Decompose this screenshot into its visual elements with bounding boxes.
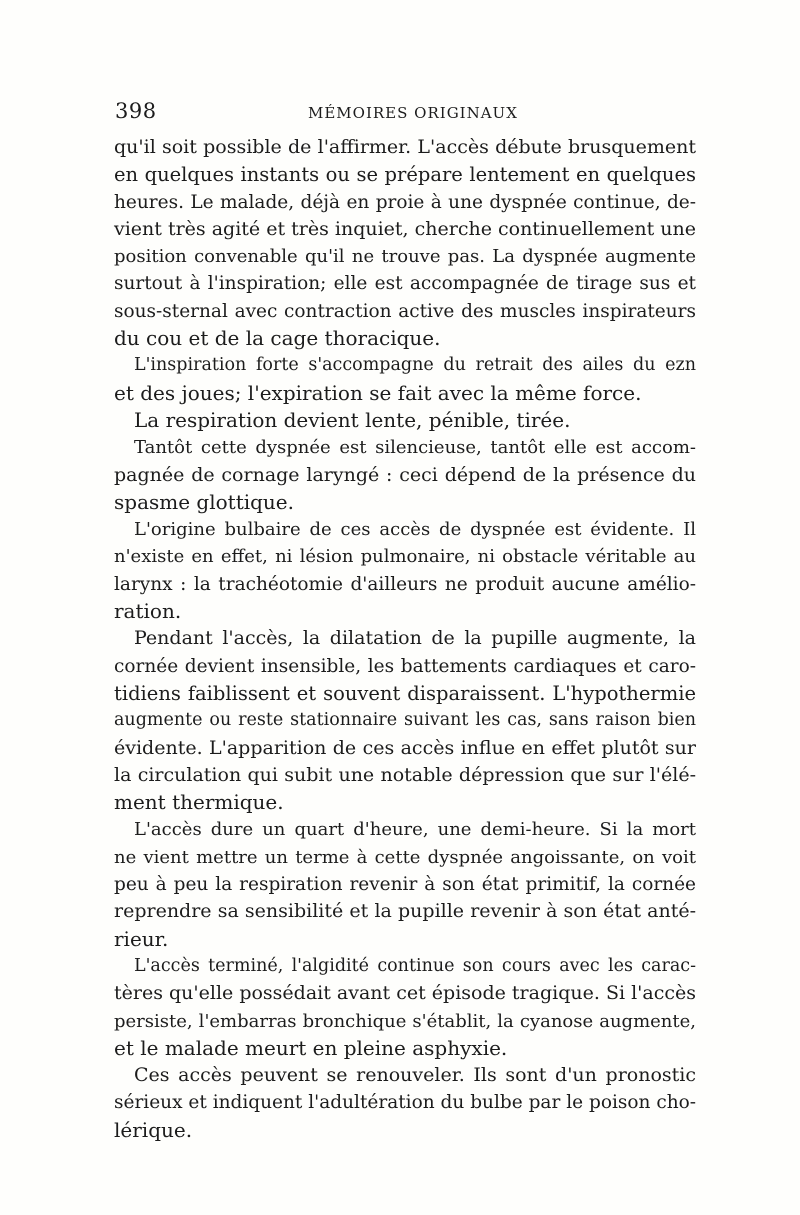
text-line: heures. Le malade, déjà en proie à une dyspnée continue, de- xyxy=(114,191,696,213)
text-line: rieur. xyxy=(114,926,169,951)
running-head xyxy=(115,99,695,123)
running-title: MÉMOIRES ORIGINAUX xyxy=(308,104,518,122)
text-line: évidente. L'apparition de ces accès influe en effet plutôt sur xyxy=(114,736,696,759)
text-line: surtout à l'inspiration; elle est accompagnée de tirage sus et xyxy=(114,273,696,295)
text-line: Tantôt cette dyspnée est silencieuse, tantôt elle est accom- xyxy=(134,437,696,459)
text-line: position convenable qu'il ne trouve pas. La dyspnée augmente xyxy=(114,246,696,268)
text-line: ration. xyxy=(114,599,182,624)
text-line: et des joues; l'expiration se fait avec la même force. xyxy=(114,380,642,405)
text-line: larynx : la trachéotomie d'ailleurs ne produit aucune amélio- xyxy=(114,573,696,595)
text-line: n'existe en effet, ni lésion pulmonaire, ni obstacle véritable au xyxy=(114,546,696,568)
text-line: L'accès dure un quart d'heure, une demi-heure. Si la mort xyxy=(134,819,696,841)
text-line: Pendant l'accès, la dilatation de la pupille augmente, la xyxy=(134,627,696,650)
text-line: ne vient mettre un terme à cette dyspnée angoissante, on voit xyxy=(114,846,696,868)
text-line: L'accès terminé, l'algidité continue son cours avec les carac- xyxy=(134,955,696,976)
text-line: cornée devient insensible, les battements cardiaques et caro- xyxy=(114,655,696,677)
text-line: sous-sternal avec contraction active des muscles inspirateurs xyxy=(114,300,696,322)
text-line: Ces accès peuvent se renouveler. Ils sont d'un pronostic xyxy=(134,1064,696,1087)
text-line: ment thermique. xyxy=(114,790,284,815)
text-line: sérieux et indiquent l'adultération du bulbe par le poison cho- xyxy=(114,1092,696,1114)
text-line: L'inspiration forte s'accompagne du retrait des ailes du ezn xyxy=(134,355,696,376)
text-line: lérique. xyxy=(114,1117,193,1142)
text-line: reprendre sa sensibilité et la pupille revenir à son état anté- xyxy=(114,900,696,923)
body-text xyxy=(114,134,696,1144)
text-line: augmente ou reste stationnaire suivant les cas, sans raison bien xyxy=(114,710,696,731)
text-line: spasme glottique. xyxy=(114,489,294,514)
text-line: vient très agité et très inquiet, cherche continuellement une xyxy=(114,217,697,240)
text-line: persiste, l'embarras bronchique s'établit, la cyanose augmente, xyxy=(114,1010,696,1032)
page-number: 398 xyxy=(115,99,157,123)
text-line: tères qu'elle possédait avant cet épisode tragique. Si l'accès xyxy=(114,982,696,1005)
text-line: en quelques instants ou se prépare lentement en quelques xyxy=(114,163,696,187)
text-line: la circulation qui subit une notable dépression que sur l'élé- xyxy=(114,763,696,786)
text-line: La respiration devient lente, pénible, tirée. xyxy=(134,407,571,432)
text-line: pagnée de cornage laryngé : ceci dépend de la présence du xyxy=(114,463,696,486)
text-line: du cou et de la cage thoracique. xyxy=(114,326,441,351)
text-line: tidiens faiblissent et souvent disparaissent. L'hypothermie xyxy=(114,681,696,705)
text-line: et le malade meurt en pleine asphyxie. xyxy=(114,1035,508,1060)
text-line: L'origine bulbaire de ces accès de dyspnée est évidente. Il xyxy=(134,519,696,541)
text-line: qu'il soit possible de l'affirmer. L'accès débute brusquement xyxy=(114,136,696,158)
text-line: peu à peu la respiration revenir à son état primitif, la cornée xyxy=(114,874,696,896)
